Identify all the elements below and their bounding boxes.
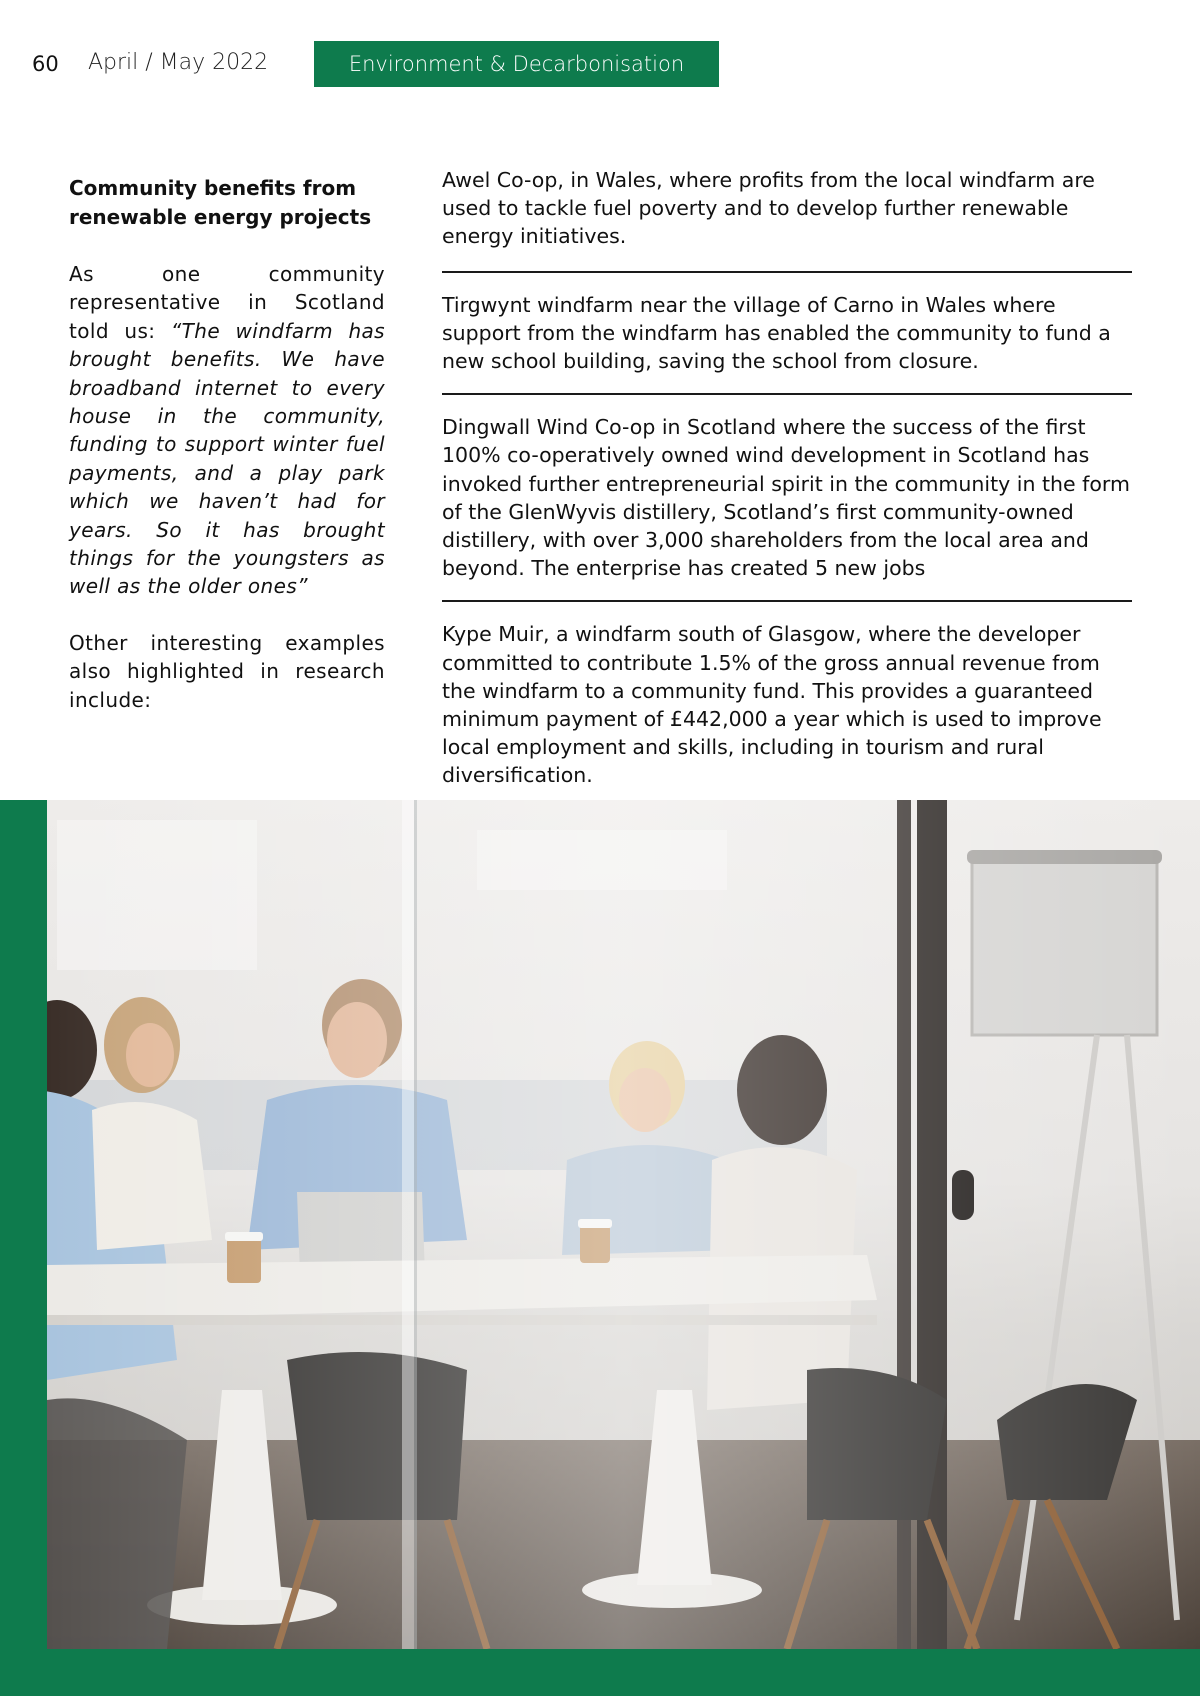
section-badge: Environment & Decarbonisation	[314, 41, 719, 87]
example-awel-coop: Awel Co-op, in Wales, where profits from the local windfarm are used to tackle fuel poverty and to develop further renewable energy initiatives.	[442, 166, 1132, 273]
example-tirgwynt: Tirgwynt windfarm near the village of Carno in Wales where support from the windfarm has enabled the community to fund a new school building, saving the school from closure.	[442, 291, 1132, 396]
example-kype-muir: Kype Muir, a windfarm south of Glasgow, where the developer committed to contribute 1.5% of the gross annual revenue from the windfarm to a community fund. This provides a guaranteed minimum payment of £442,000 a year which is used to improve local employment and skills, including in tourism and rural diversification.	[442, 620, 1132, 809]
green-accent-bottom	[0, 1649, 1200, 1696]
other-examples-paragraph: Other interesting examples also highlighted in research include:	[69, 630, 385, 712]
example-dingwall: Dingwall Wind Co-op in Scotland where the success of the first 100% co-operatively owned wind development in Scotland has invoked further entrepreneurial spirit in the community in the form of the GlenWyvis distillery, Scotland’s first community-owned distillery, with over 3,000 shareholders from the local area and beyond. The enterprise has created 5 new jobs	[442, 413, 1132, 602]
page-number: 60	[32, 52, 59, 76]
section-heading	[69, 174, 385, 232]
meeting-photo	[47, 800, 1200, 1649]
issue-date: April / May 2022	[88, 50, 269, 75]
quote-intro: As one community representative in Scotland told us:	[69, 262, 385, 343]
community-quote: “The windfarm has brought benefits. We have broadband internet to every house in the community, funding to support winter fuel payments, and a play park which we haven’t had for years. So it has brought things for the youngsters as well as the older ones”	[69, 318, 386, 599]
examples-list	[442, 166, 1132, 828]
green-accent-left	[0, 800, 47, 1696]
left-column	[69, 174, 385, 742]
heading-line-1: Community benefits from	[69, 176, 357, 200]
community-quote-paragraph	[69, 260, 385, 601]
heading-line-2: renewable energy projects	[69, 205, 372, 229]
